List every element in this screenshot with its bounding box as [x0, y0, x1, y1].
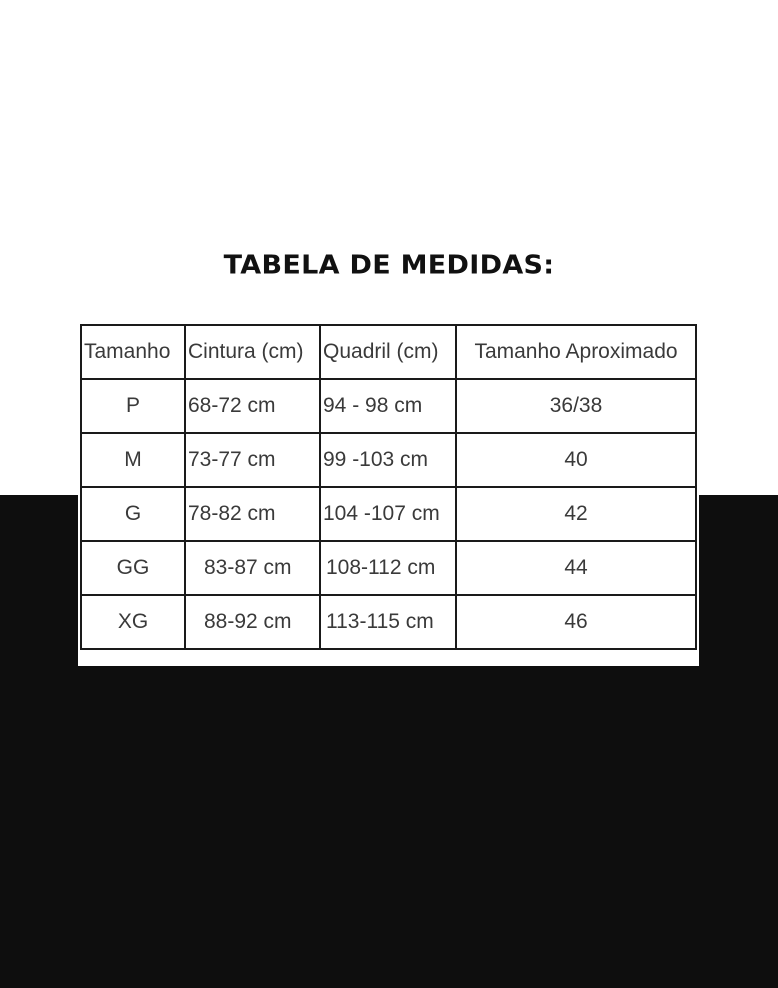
header-tamanho-aproximado: Tamanho Aproximado — [456, 325, 696, 379]
header-cintura: Cintura (cm) — [185, 325, 320, 379]
size-table-panel — [78, 321, 699, 666]
cell-tamanho-aproximado: 42 — [456, 487, 696, 541]
cell-cintura: 88-92 cm — [185, 595, 320, 649]
cell-size: XG — [81, 595, 185, 649]
table-row — [81, 433, 696, 487]
cell-cintura: 68-72 cm — [185, 379, 320, 433]
cell-tamanho-aproximado: 40 — [456, 433, 696, 487]
header-tamanho: Tamanho — [81, 325, 185, 379]
table-row — [81, 379, 696, 433]
cell-quadril: 113-115 cm — [320, 595, 456, 649]
table-row — [81, 595, 696, 649]
page-title: TABELA DE MEDIDAS: — [223, 250, 555, 281]
table-row — [81, 541, 696, 595]
cell-size: G — [81, 487, 185, 541]
header-quadril: Quadril (cm) — [320, 325, 456, 379]
table-header-row — [81, 325, 696, 379]
cell-cintura: 78-82 cm — [185, 487, 320, 541]
cell-size: GG — [81, 541, 185, 595]
table-row — [81, 487, 696, 541]
cell-tamanho-aproximado: 46 — [456, 595, 696, 649]
cell-quadril: 108-112 cm — [320, 541, 456, 595]
size-chart-table — [80, 324, 697, 650]
cell-tamanho-aproximado: 36/38 — [456, 379, 696, 433]
cell-size: M — [81, 433, 185, 487]
cell-quadril: 99 -103 cm — [320, 433, 456, 487]
cell-cintura: 83-87 cm — [185, 541, 320, 595]
cell-cintura: 73-77 cm — [185, 433, 320, 487]
cell-size: P — [81, 379, 185, 433]
cell-tamanho-aproximado: 44 — [456, 541, 696, 595]
cell-quadril: 94 - 98 cm — [320, 379, 456, 433]
cell-quadril: 104 -107 cm — [320, 487, 456, 541]
